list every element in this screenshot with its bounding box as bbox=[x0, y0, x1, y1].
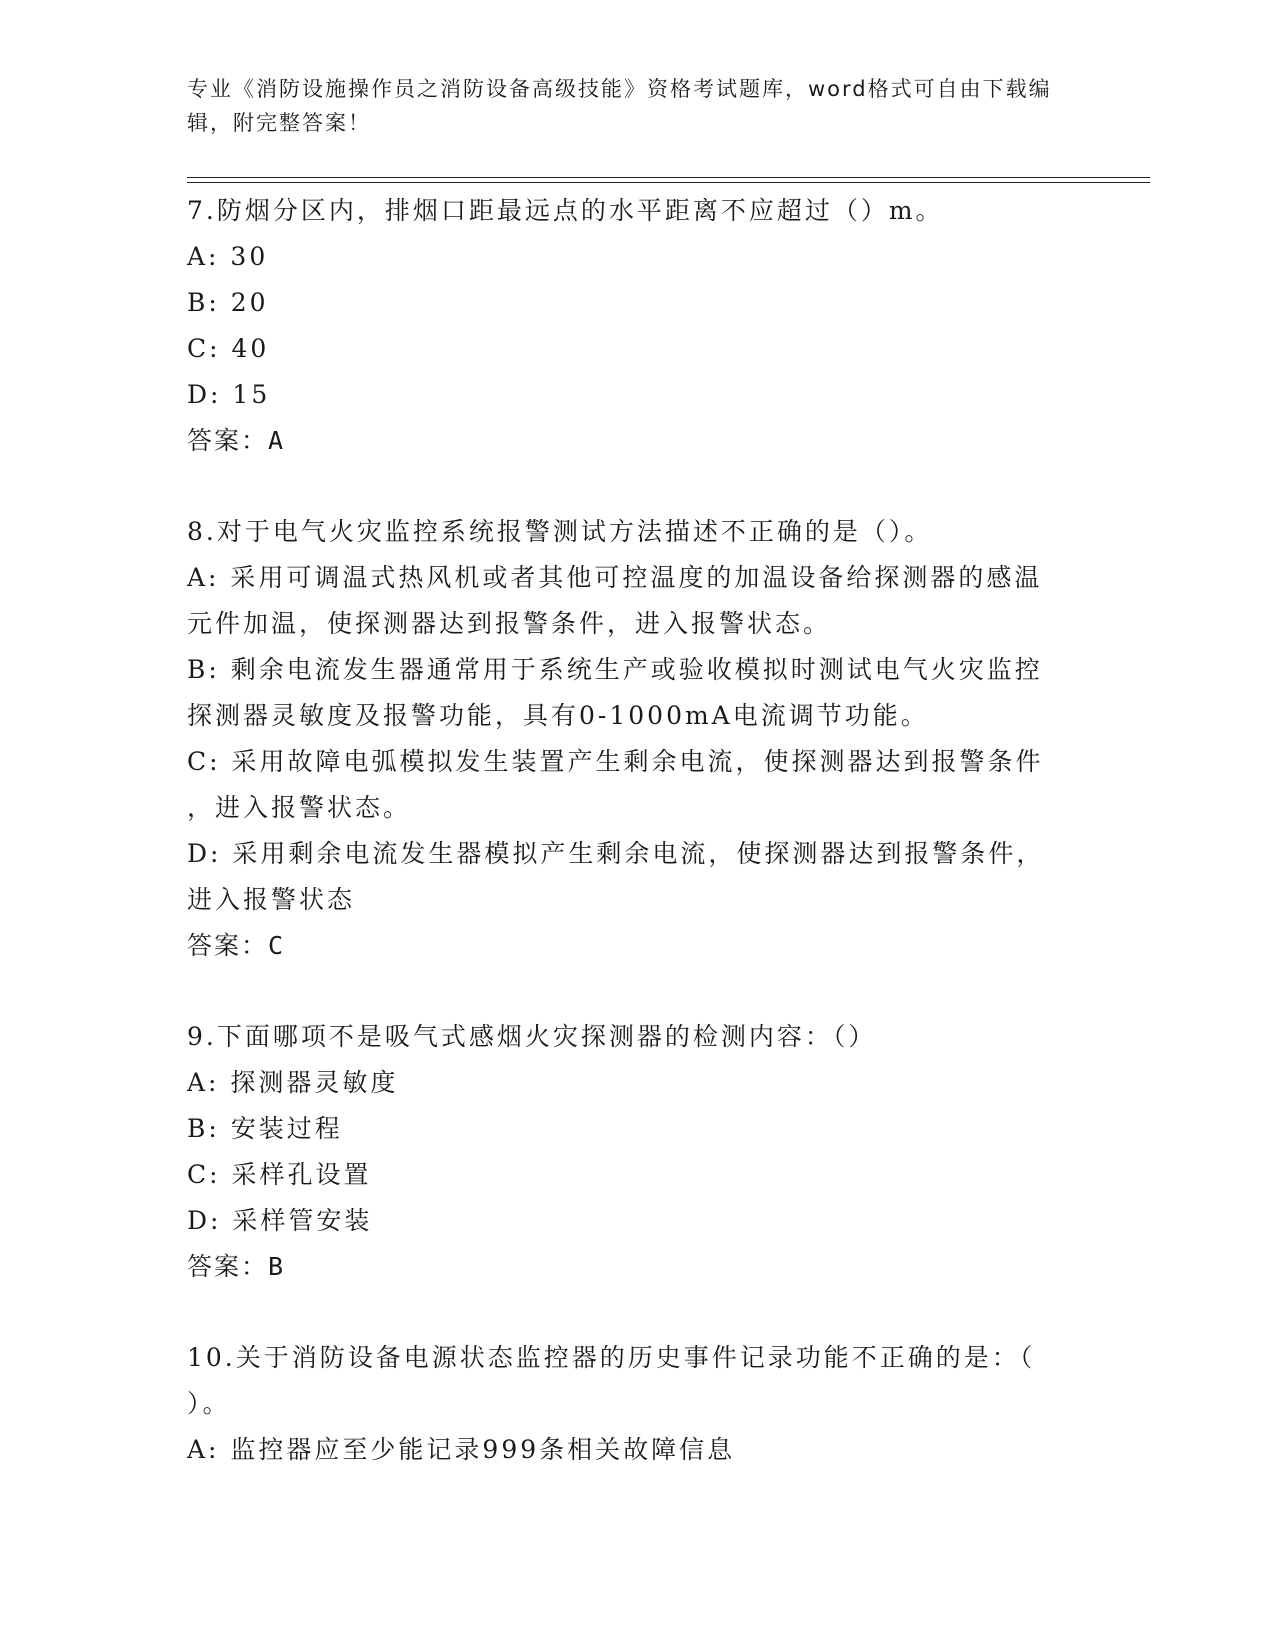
question-stem: 10.关于消防设备电源状态监控器的历史事件记录功能不正确的是：（ bbox=[187, 1343, 1036, 1372]
answer-option: ，进入报警状态。 bbox=[187, 793, 412, 822]
answer-value: B bbox=[268, 1252, 286, 1281]
answer-option: C: 采样孔设置 bbox=[187, 1160, 372, 1189]
header-divider-top bbox=[187, 177, 1150, 178]
answer-option: D: 采样管安装 bbox=[187, 1206, 373, 1235]
answer-option: A: 采用可调温式热风机或者其他可控温度的加温设备给探测器的感温 bbox=[187, 563, 1043, 592]
answer-option: C: 40 bbox=[187, 334, 270, 363]
question-block bbox=[187, 1335, 1087, 1473]
question-stem: 8.对于电气火灾监控系统报警测试方法描述不正确的是（）。 bbox=[187, 517, 933, 546]
answer-option: B: 剩余电流发生器通常用于系统生产或验收模拟时测试电气火灾监控 bbox=[187, 655, 1043, 684]
answer-option: A: 30 bbox=[187, 242, 269, 271]
answer-option: B: 安装过程 bbox=[187, 1114, 343, 1143]
answer-label: 答案： bbox=[187, 931, 269, 960]
answer-key bbox=[187, 923, 1087, 969]
question-stem: 7.防烟分区内，排烟口距最远点的水平距离不应超过（）m。 bbox=[187, 196, 944, 225]
question-stem: ）。 bbox=[187, 1389, 231, 1418]
answer-option: 进入报警状态 bbox=[187, 885, 356, 914]
question-block bbox=[187, 1014, 1087, 1290]
answer-option: 元件加温，使探测器达到报警条件，进入报警状态。 bbox=[187, 609, 832, 638]
question-list bbox=[187, 188, 1087, 1518]
answer-label: 答案： bbox=[187, 426, 269, 455]
answer-option: A: 监控器应至少能记录999条相关故障信息 bbox=[187, 1435, 736, 1464]
answer-option: D: 采用剩余电流发生器模拟产生剩余电流，使探测器达到报警条件， bbox=[187, 839, 1045, 868]
question-block bbox=[187, 509, 1087, 969]
answer-option: D: 15 bbox=[187, 380, 271, 409]
question-stem: 9.下面哪项不是吸气式感烟火灾探测器的检测内容：（） bbox=[187, 1022, 877, 1051]
answer-option: B: 20 bbox=[187, 288, 269, 317]
answer-value: C bbox=[268, 931, 286, 960]
header-divider-bottom bbox=[187, 182, 1150, 183]
answer-key bbox=[187, 418, 1087, 464]
answer-option: A: 探测器灵敏度 bbox=[187, 1068, 399, 1097]
question-block bbox=[187, 188, 1087, 464]
answer-option: 探测器灵敏度及报警功能，具有0-1000mA电流调节功能。 bbox=[187, 701, 929, 730]
answer-option: C: 采用故障电弧模拟发生装置产生剩余电流，使探测器达到报警条件 bbox=[187, 747, 1044, 776]
answer-key bbox=[187, 1244, 1087, 1290]
document-header: 专业《消防设施操作员之消防设备高级技能》资格考试题库，word格式可自由下载编辑，附完整答案！ bbox=[187, 77, 1052, 135]
answer-label: 答案： bbox=[187, 1252, 269, 1281]
answer-value: A bbox=[268, 426, 286, 455]
